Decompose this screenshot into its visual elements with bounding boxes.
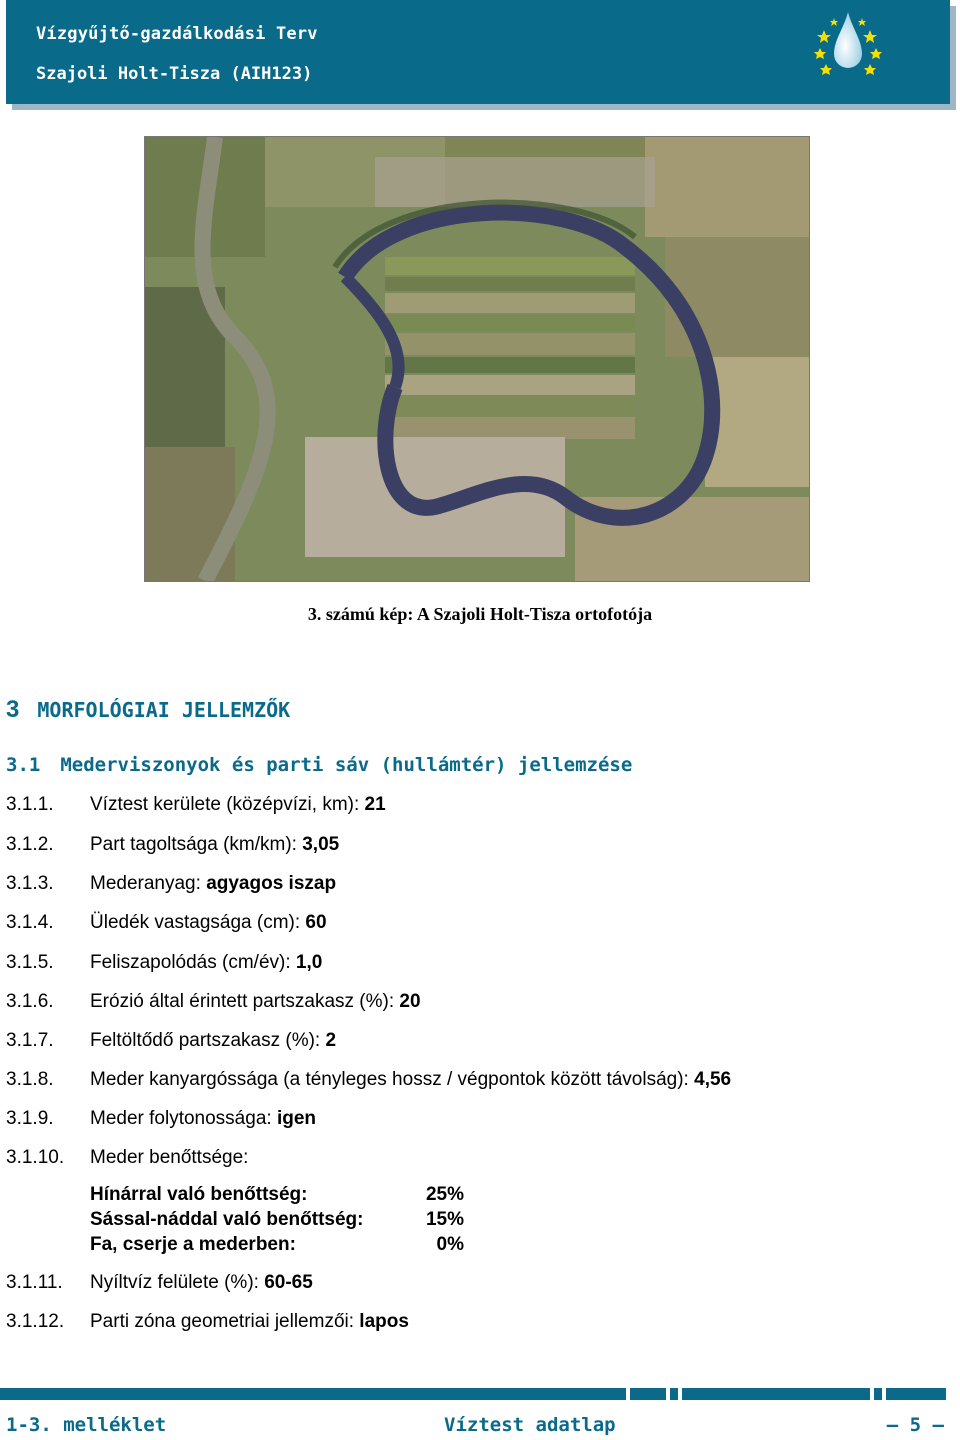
footer-divider bbox=[0, 1388, 948, 1400]
item-number: 3.1.9. bbox=[6, 1108, 54, 1129]
item-label: Meder kanyargóssága (a tényleges hossz / végpontok között távolság): bbox=[90, 1069, 695, 1090]
vegetation-label: Sással-náddal való benőttség: bbox=[90, 1209, 364, 1230]
subsection-title: Mederviszonyok és parti sáv (hullámtér) jellemzése bbox=[60, 754, 633, 776]
item-value: igen bbox=[276, 1108, 317, 1129]
vegetation-row bbox=[90, 1184, 464, 1206]
item-label: Feltöltődő partszakasz (%): bbox=[90, 1030, 326, 1051]
vegetation-value: 0% bbox=[436, 1234, 464, 1255]
item-value: 20 bbox=[399, 991, 421, 1012]
list-item bbox=[6, 1069, 731, 1091]
orthophoto-image bbox=[145, 137, 809, 581]
item-number: 3.1.3. bbox=[6, 873, 54, 894]
item-label: Mederanyag: bbox=[90, 873, 207, 894]
header-subtitle: Szajoli Holt-Tisza (AIH123) bbox=[36, 64, 313, 84]
item-value: 21 bbox=[364, 794, 386, 815]
item-number: 3.1.5. bbox=[6, 952, 54, 973]
item-value: lapos bbox=[359, 1311, 409, 1332]
header-banner bbox=[6, 0, 950, 104]
vegetation-value: 25% bbox=[425, 1184, 464, 1205]
item-number: 3.1.11. bbox=[6, 1272, 63, 1293]
item-label: Feliszapolódás (cm/év): bbox=[90, 952, 296, 973]
subsection-heading bbox=[6, 754, 632, 776]
vegetation-label: Fa, cserje a mederben: bbox=[90, 1234, 296, 1255]
item-value: 4,56 bbox=[694, 1069, 732, 1090]
list-item bbox=[6, 912, 327, 934]
footer-annex: 1-3. melléklet bbox=[6, 1414, 167, 1436]
list-item bbox=[6, 1030, 336, 1052]
item-value: 60 bbox=[305, 912, 327, 933]
item-number: 3.1.7. bbox=[6, 1030, 54, 1051]
item-label: Üledék vastagsága (cm): bbox=[90, 912, 306, 933]
list-item bbox=[6, 1147, 248, 1169]
item-number: 3.1.1. bbox=[6, 794, 54, 815]
vegetation-label: Hínárral való benőttség: bbox=[90, 1184, 308, 1205]
item-value: 2 bbox=[325, 1030, 337, 1051]
item-label: Meder folytonossága: bbox=[90, 1108, 277, 1129]
list-item bbox=[6, 794, 386, 816]
list-item bbox=[6, 991, 421, 1013]
footer-page-number: – 5 – bbox=[886, 1414, 944, 1436]
item-label: Part tagoltsága (km/km): bbox=[90, 834, 303, 855]
item-value: 60-65 bbox=[264, 1272, 313, 1293]
item-number: 3.1.6. bbox=[6, 991, 54, 1012]
subsection-number: 3.1 bbox=[6, 754, 41, 776]
item-label: Parti zóna geometriai jellemzői: bbox=[90, 1311, 360, 1332]
water-drop-logo-icon bbox=[810, 6, 886, 82]
list-item bbox=[6, 834, 339, 856]
item-number: 3.1.2. bbox=[6, 834, 54, 855]
list-item bbox=[6, 1311, 409, 1333]
item-value: 3,05 bbox=[302, 834, 340, 855]
vegetation-value: 15% bbox=[425, 1209, 464, 1230]
photo-caption: 3. számú kép: A Szajoli Holt-Tisza ortofotója bbox=[307, 604, 653, 624]
vegetation-row bbox=[90, 1234, 464, 1256]
item-number: 3.1.8. bbox=[6, 1069, 54, 1090]
item-label: Meder benőttsége: bbox=[90, 1147, 249, 1168]
section-title: MORFOLÓGIAI JELLEMZŐK bbox=[37, 698, 291, 722]
list-item bbox=[6, 952, 322, 974]
header-title: Vízgyűjtő-gazdálkodási Terv bbox=[36, 24, 318, 44]
list-item bbox=[6, 1108, 316, 1130]
section-heading bbox=[6, 696, 290, 724]
section-number: 3 bbox=[6, 696, 20, 723]
item-label: Víztest kerülete (középvízi, km): bbox=[90, 794, 365, 815]
item-number: 3.1.10. bbox=[6, 1147, 65, 1168]
footer-doc-title: Víztest adatlap bbox=[444, 1414, 616, 1436]
vegetation-row bbox=[90, 1209, 464, 1231]
list-item bbox=[6, 873, 336, 895]
item-label: Erózió által érintett partszakasz (%): bbox=[90, 991, 400, 1012]
item-number: 3.1.4. bbox=[6, 912, 54, 933]
item-value: agyagos iszap bbox=[206, 873, 337, 894]
item-value: 1,0 bbox=[295, 952, 323, 973]
item-label: Nyíltvíz felülete (%): bbox=[90, 1272, 265, 1293]
list-item bbox=[6, 1272, 313, 1294]
aerial-orthophoto bbox=[144, 136, 810, 582]
item-number: 3.1.12. bbox=[6, 1311, 65, 1332]
